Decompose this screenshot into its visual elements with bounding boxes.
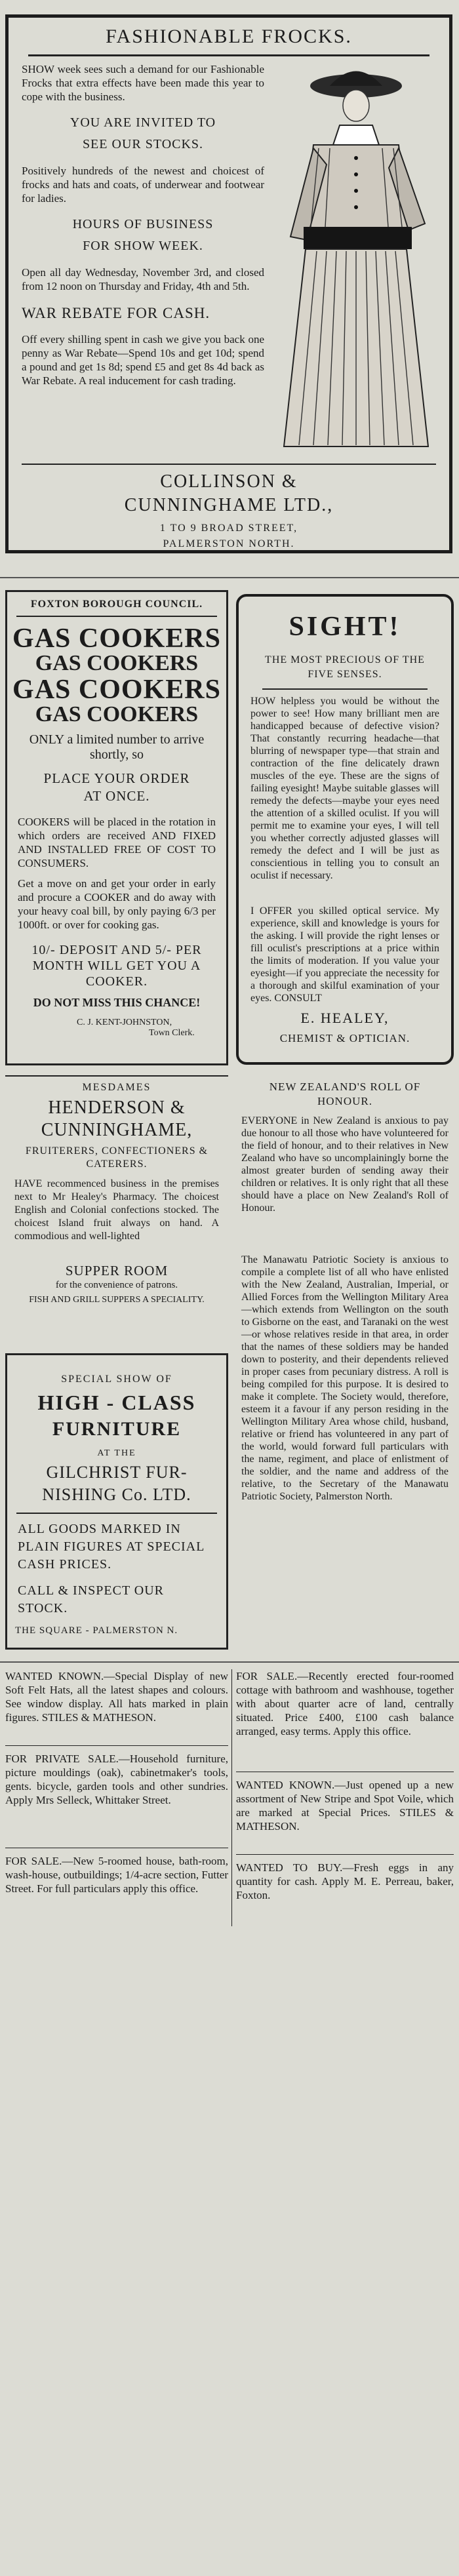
classified-sale-cottage: [236, 1669, 454, 1768]
gas-cookers-heading-3: GAS COOKERS: [12, 675, 221, 705]
wanted-eggs-text: WANTED TO BUY.—Fresh eggs in any quantity for cash. Apply M. E. Perreau, baker, Foxton.: [236, 1861, 454, 1901]
rebate-title: WAR REBATE FOR CASH.: [22, 305, 210, 321]
henderson-name-2: CUNNINGHAME,: [41, 1120, 193, 1140]
furniture-word: FURNITURE: [52, 1418, 182, 1440]
gilchrist-1: GILCHRIST FUR-: [46, 1463, 188, 1482]
title-rule: [28, 54, 429, 56]
honour-title-1: NEW ZEALAND'S ROLL OF: [269, 1080, 421, 1093]
fashion-title: FASHIONABLE FROCKS.: [106, 26, 352, 47]
gas-cookers-heading-1: GAS COOKERS: [12, 624, 221, 654]
supper-room: SUPPER ROOM: [65, 1263, 169, 1278]
firm-address-2: PALMERSTON NORTH.: [163, 538, 295, 549]
hours-line-1: HOURS OF BUSINESS: [72, 217, 214, 231]
hours-line-2: FOR SHOW WEEK.: [83, 239, 203, 253]
high-class: HIGH - CLASS: [37, 1391, 196, 1414]
honour-para-1: EVERYONE in New Zealand is anxious to pay due honour to all those who have volunteered for the field of honour, and to their relatives in New Zealand who have so uncomplainingly borne the almost greater burden of sending away their children or relatives. It is only right that all these should have a place on New Zealand's Roll of Honour.: [241, 1115, 449, 1214]
gas-cookers-heading-2: GAS COOKERS: [35, 651, 199, 675]
section-divider: [0, 577, 459, 578]
rebate-text: Off every shilling spent in cash we give you back one penny as War Rebate—Spend 10s and get 10d; spend a pound and get 1s 8d; spend £5 and get 8s 4d back as War Rebate. A real inducement for cash trading.: [22, 333, 264, 387]
gas-deposit: 10/- DEPOSIT AND 5/- PER MONTH WILL GET YOU A COOKER.: [31, 943, 202, 989]
sight-title: SIGHT!: [289, 612, 401, 642]
sight-rule: [262, 688, 428, 690]
column-rule: [231, 1669, 232, 1926]
gas-miss: DO NOT MISS THIS CHANCE!: [33, 996, 201, 1009]
gas-cookers-ad: [5, 590, 228, 1065]
classified-rule-1: [5, 1745, 228, 1746]
stock-text: Positively hundreds of the newest and choicest of frocks and hats and coats, of underwear and footwear for ladies.: [22, 165, 264, 205]
firm-address-1: 1 TO 9 BROAD STREET,: [159, 523, 298, 534]
henderson-top-rule: [5, 1075, 228, 1077]
gas-limited: ONLY a limited number to arrive shortly, so: [29, 732, 205, 762]
invite-line-1: YOU ARE INVITED TO: [70, 115, 216, 130]
henderson-name-1: HENDERSON &: [48, 1098, 186, 1118]
roll-of-honour-ad: [236, 1075, 454, 1652]
fish-grill: FISH AND GRILL SUPPERS A SPECIALITY.: [29, 1295, 205, 1305]
private-sale-text: FOR PRIVATE SALE.—Household furniture, picture mouldings (oak), cabinetmaker's tools, gents. bicycle, garden tools and other sundries. Apply Mrs Selleck, Whittaker Street.: [5, 1753, 228, 1806]
classified-sale-house: [5, 1854, 228, 1926]
council-name: FOXTON BOROUGH COUNCIL.: [30, 599, 203, 610]
sight-trade: CHEMIST & OPTICIAN.: [279, 1032, 410, 1044]
council-rule: [16, 616, 217, 617]
call-inspect: CALL & INSPECT OUR STOCK.: [18, 1583, 165, 1615]
at-the: AT THE: [97, 1448, 136, 1458]
classified-wanted-hats: [5, 1669, 228, 1741]
sight-subtitle: THE MOST PRECIOUS OF THE FIVE SENSES.: [265, 654, 425, 680]
gas-body: [18, 732, 216, 1039]
place-order-1: PLACE YOUR ORDER: [43, 770, 190, 786]
firm-name-1: COLLINSON &: [160, 471, 298, 492]
wanted-voile-text: WANTED KNOWN.—Just opened up a new assortment of New Stripe and Spot Voile, which are marked at Special Prices. STILES & MATHESON.: [236, 1779, 454, 1833]
gas-rotation: COOKERS will be placed in the rotation in which orders are received AND FIXED AND INSTALLED FREE OF COST TO CONSUMERS.: [18, 816, 216, 869]
sale-cottage-text: FOR SALE.—Recently erected four-roomed cottage with bathroom and washhouse, together with about quarter acre of land, centrally situated. Price £400, £100 cash balance arranged, easy terms. Apply this office.: [236, 1670, 454, 1737]
goods-marked: ALL GOODS MARKED IN PLAIN FIGURES AT SPECIAL CASH PRICES.: [18, 1522, 205, 1572]
invite-line-2: SEE OUR STOCKS.: [82, 137, 204, 151]
wanted-hats-text: WANTED KNOWN.—Special Display of new Soft Felt Hats, all the latest shapes and colours. See window display. All hats marked in plain figures. STILES & MATHESON.: [5, 1670, 228, 1724]
classified-wanted-eggs: [236, 1861, 454, 1926]
classifieds-divider: [0, 1661, 459, 1663]
henderson-ad: [5, 1073, 228, 1314]
furniture-rule: [16, 1513, 217, 1514]
fashion-text-column: [22, 62, 264, 387]
honour-title-2: HONOUR.: [317, 1095, 372, 1107]
sight-ad: [236, 594, 454, 1065]
furniture-address: THE SQUARE - PALMERSTON N.: [15, 1625, 178, 1636]
sight-para-1: HOW helpless you would be without the power to see! How many brilliant men are handicapped because of defective vision? That constantly recurring headache—that blurring of newspaper type—that strain and contraction of the fine delicately drawn muscles of the eye. These are the signs of failing eyesight! Maybe suitable glasses will remedy the defects—maybe your eyes need the attention of a skilled oculist. If you will permit me to examine your eyes, I will tell you whether correctly adjusted glasses will remedy the defect and I will be just as conscientious in telling you to consult an oculist if necessary.: [250, 696, 439, 881]
firm-name-2: CUNNINGHAME LTD.,: [124, 495, 334, 515]
clerk-title: Town Clerk.: [149, 1028, 195, 1038]
sight-name: E. HEALEY,: [300, 1010, 389, 1026]
fashion-ad: [5, 14, 452, 553]
henderson-body: HAVE recommenced business in the premises next to Mr Healey's Pharmacy. The choicest English and Colonial confections stocked. The choicest Island fruit always on hand. A commodious and well-lighted: [14, 1178, 219, 1242]
classified-rule-4: [236, 1854, 454, 1855]
furniture-ad: [5, 1353, 228, 1650]
gas-move: Get a move on and get your order in early and procure a COOKER and do away with your heavy coal bill, by only paying 6/3 per 1000ft. or over for cooking gas.: [18, 877, 216, 931]
clerk-name: C. J. KENT-JOHNSTON,: [77, 1018, 172, 1027]
sale-house-text: FOR SALE.—New 5-roomed house, bath-room, wash-house, outbuildings; 1/4-acre section, Futter Street. For full particulars apply this office.: [5, 1855, 228, 1895]
firm-rule: [22, 464, 436, 465]
gas-cookers-heading-4: GAS COOKERS: [35, 702, 199, 726]
hours-text: Open all day Wednesday, November 3rd, and closed from 12 noon on Thursday and Friday, 4th and 5th.: [22, 266, 264, 292]
mesdames: MESDAMES: [82, 1082, 151, 1093]
lady-in-frock-illustration: [268, 60, 445, 460]
classified-private-sale: [5, 1752, 228, 1844]
honour-para-2: The Manawatu Patriotic Society is anxious to compile a complete list of all who have enlisted with the New Zealand, Australian, Imperial, or Allied Forces from the Wellington Military Area—which extends from Wellington on the south to Gisborne on the east, and Taranaki on the west—or whose relatives reside in that area, in order that the names of these soldiers may be handed down to posterity, and their dependents relieved in proper cases from pecuniary distress. A roll is being compiled for this purpose. It is desired to make it complete. The Society would, therefore, esteem it a favour if any person residing in the Wellington Military Area whose child, husband, relative or friend has volunteered in any part of the world, would forward full particulars with the name, regiment, and place of enlistment of the soldier, and the name and address of the relative, to the Secretary of the Manawatu Patriotic Society, Palmerston North.: [241, 1254, 449, 1502]
classified-wanted-voile: [236, 1778, 454, 1850]
supper-sub: for the convenience of patrons.: [55, 1280, 178, 1290]
place-order-2: AT ONCE.: [83, 788, 150, 804]
sight-para-2: I OFFER you skilled optical service. My experience, skill and knowledge is yours for the asking. I will provide the right lenses or fill oculist's prescriptions at a price within the limits of moderation. If you value your eyesight—if you appreciate the necessity for a thorough and skilful examination of your eyes. CONSULT: [250, 905, 439, 1004]
special-show: SPECIAL SHOW OF: [61, 1374, 172, 1385]
page-bottom-margin: [0, 1941, 459, 2576]
gilchrist-2: NISHING Co. LTD.: [42, 1485, 191, 1504]
fashion-intro: SHOW week sees such a demand for our Fashionable Frocks that extra effects have been made this year to cope with the business.: [22, 63, 264, 103]
henderson-trade: FRUITERERS, CONFECTIONERS & CATERERS.: [25, 1145, 209, 1170]
